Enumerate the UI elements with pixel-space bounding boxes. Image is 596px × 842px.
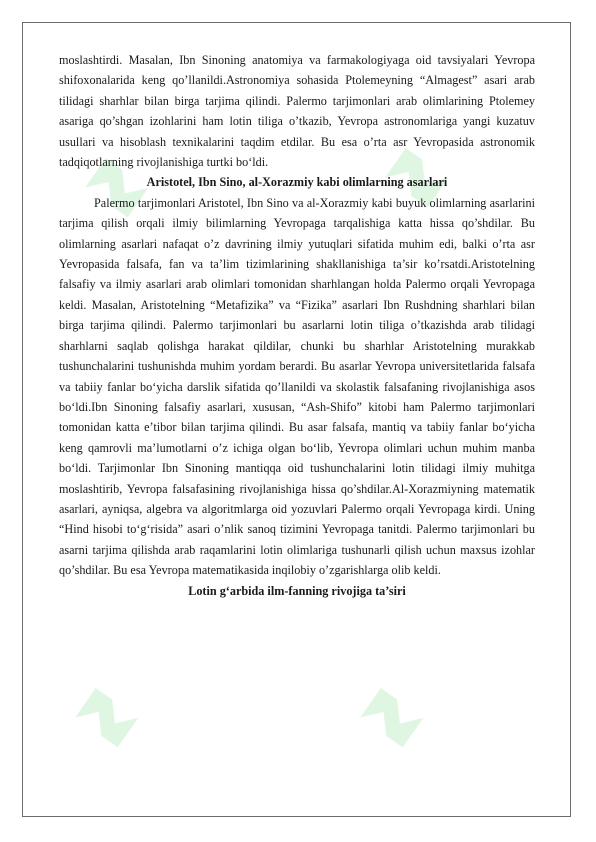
- paragraph: Palermo tarjimonlari Aristotel, Ibn Sino va al-Xorazmiy kabi buyuk olimlarning asarlarini tarjima qilish orqali ilmiy bilimlarning Yevropaga tarqalishiga katta hissa qo’shdilar. Bu olimlarning asarlari nafaqat o’z davrining ilmiy yutuqlari sifatida muhim edi, balki o’rta asr Yevropasida falsafa, fan va ta’lim tizimlarining shakllanishiga ta’sir ko’rsatdi.Aristotelning falsafiy va ilmiy asarlari arab olimlari tomonidan sharhlangan holda Palermo orqali Yevropaga keldi. Masalan, Aristotelning “Metafizika” va “Fizika” asarlari Ibn Rushdning sharhlari bilan birga tarjima qilindi. Palermo tarjimonlari bu asarlarni lotin tiliga o’tkazishda arab tilidagi sharhlarni saqlab qolishga harakat qildilar, chunki bu sharhlar Aristotelning murakkab tushunchalarini tushunishda muhim yordam berardi. Bu asarlar Yevropa universitetlarida falsafa va tabiiy fanlar bo‘yicha darslik sifatida qo’llanildi va skolastik falsafaning rivojlanishiga asos bo‘ldi.Ibn Sinoning falsafiy asarlari, xususan, “Ash-Shifo” kitobi ham Palermo tarjimonlari tomonidan katta e’tibor bilan tarjima qilindi. Bu asar falsafa, mantiq va tabiiy fanlar bo‘yicha keng qamrovli ma’lumotlarni o’z ichiga olgan bo‘lib, Yevropa olimlari uchun muhim manba bo‘ldi. Tarjimonlar Ibn Sinoning mantiqqa oid tushunchalarini lotin tilidagi ilmiy muhitga moslashtirib, Yevropa falsafasining rivojlanishiga hissa qo’shdilar.Al-Xorazmiyning matematik asarlari, ayniqsa, algebra va algoritmlarga oid yozuvlari Palermo orqali Yevropaga kirdi. Uning “Hind hisobi to‘g‘risida” asari o’nlik sanoq tizimini Yevropaga tanitdi. Palermo tarjimonlari bu asarni tarjima qilishda arab raqamlarini lotin olimlariga tushunarli qilish uchun maxsus izohlar qo’shdilar. Bu esa Yevropa matematikasida inqilobiy o’zgarishlarga olib keldi.: [59, 195, 535, 578]
- paragraph: moslashtirdi. Masalan, Ibn Sinoning anatomiya va farmakologiyaga oid tavsiyalari Yevropa shifoxonalarida keng qo’llanildi.Astronomiya sohasida Ptolemeyning “Almagest” asari arab tilidagi sharhlar bilan birga tarjima qilindi. Palermo tarjimonlari arab olimlarining Ptolemey asariga qo’shgan izohlarini ham lotin tiliga o’tkazib, Yevropa astronomlariga yangi kuzatuv usullari va hisoblash texnikalarini taqdim etdilar. Bu esa o’rta asr Yevropasida astronomik tadqiqotlarning rivojlanishiga turtki bo‘ldi.: [59, 53, 535, 170]
- section-heading: Lotin g‘arbida ilm-fanning rivojiga ta’siri: [188, 583, 406, 598]
- section-heading: Aristotel, Ibn Sino, al-Xorazmiy kabi olimlarning asarlari: [146, 175, 448, 190]
- document-body: [59, 50, 535, 601]
